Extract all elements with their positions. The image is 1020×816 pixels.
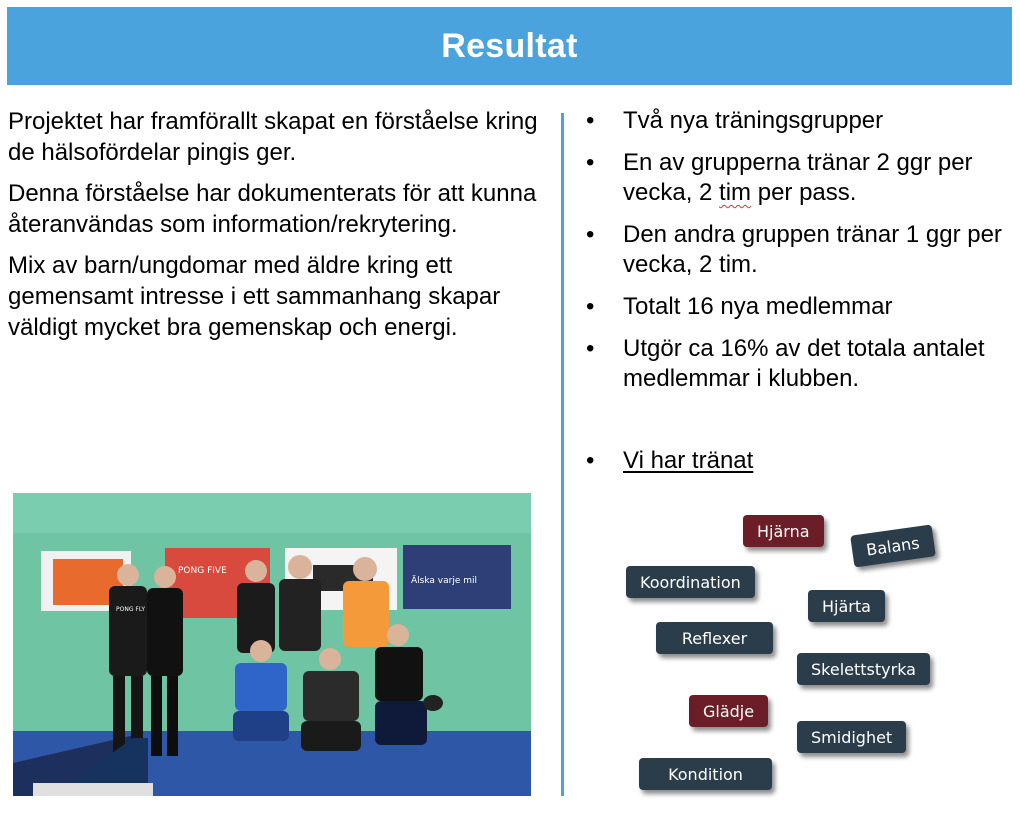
left-text-column [8,106,548,353]
paragraph-documentation: Denna förståelse har dokumenterats för att kunna återanvändas som information/rekrytering. [8,180,537,238]
bullet-item [586,334,1016,394]
bullet-item [586,292,1016,322]
bullet-item [586,446,1016,476]
bullet-marker: • [586,149,595,176]
bullet-marker: • [586,335,595,362]
team-photo [13,493,531,796]
results-bullet-list [586,106,1016,488]
bullet-text-part: En av grupperna tränar 2 ggr per vecka, 2 [623,149,973,206]
bullet-text: Den andra gruppen tränar 1 ggr per vecka, 2 tim. [623,221,1002,278]
slide-header [7,7,1012,85]
tag-reflexer: Reflexer [656,622,773,654]
bullet-item [586,220,1016,280]
tag-hjarta: Hjärta [808,590,885,622]
column-divider [561,113,564,796]
tag-smidighet: Smidighet [797,721,906,753]
slide-title: Resultat [441,26,578,65]
bullet-text: Utgör ca 16% av det totala antalet medlemmar i klubben. [623,335,985,392]
tag-kondition: Kondition [639,758,772,790]
paragraph-understanding: Projektet har framförallt skapat en förståelse kring de hälsofördelar pingis ger. [8,108,538,166]
bullet-text: Två nya träningsgrupper [623,107,884,134]
spellcheck-word: tim [719,179,752,206]
bullet-item [586,148,1016,208]
team-photo-illustration [13,493,531,796]
tag-balans: Balans [850,524,935,567]
bullet-text-part: per pass. [751,179,857,206]
banner-sponsor-text: Älska varje mil [411,576,477,586]
bullet-marker: • [586,107,595,134]
bullet-marker: • [586,221,595,248]
bullet-marker: • [586,293,595,320]
banner-hifive-text: PONG FIVE [178,566,227,576]
bullet-text: Totalt 16 nya medlemmar [623,293,893,320]
tag-gladje: Glädje [689,695,768,727]
paragraph-mix: Mix av barn/ungdomar med äldre kring ett gemensamt intresse i ett sammanhang skapar väldigt mycket bra gemenskap och energi. [8,252,501,341]
bullet-marker: • [586,447,595,474]
shirt-print-text: PONG FLY [116,606,146,613]
tag-hjarna: Hjärna [743,515,824,547]
bullet-item [586,106,1016,136]
tag-koordination: Koordination [626,566,755,598]
bullet-text-underlined: Vi har tränat [623,447,754,474]
bullet-text [623,149,973,206]
tag-skelettstyrka: Skelettstyrka [797,653,930,685]
